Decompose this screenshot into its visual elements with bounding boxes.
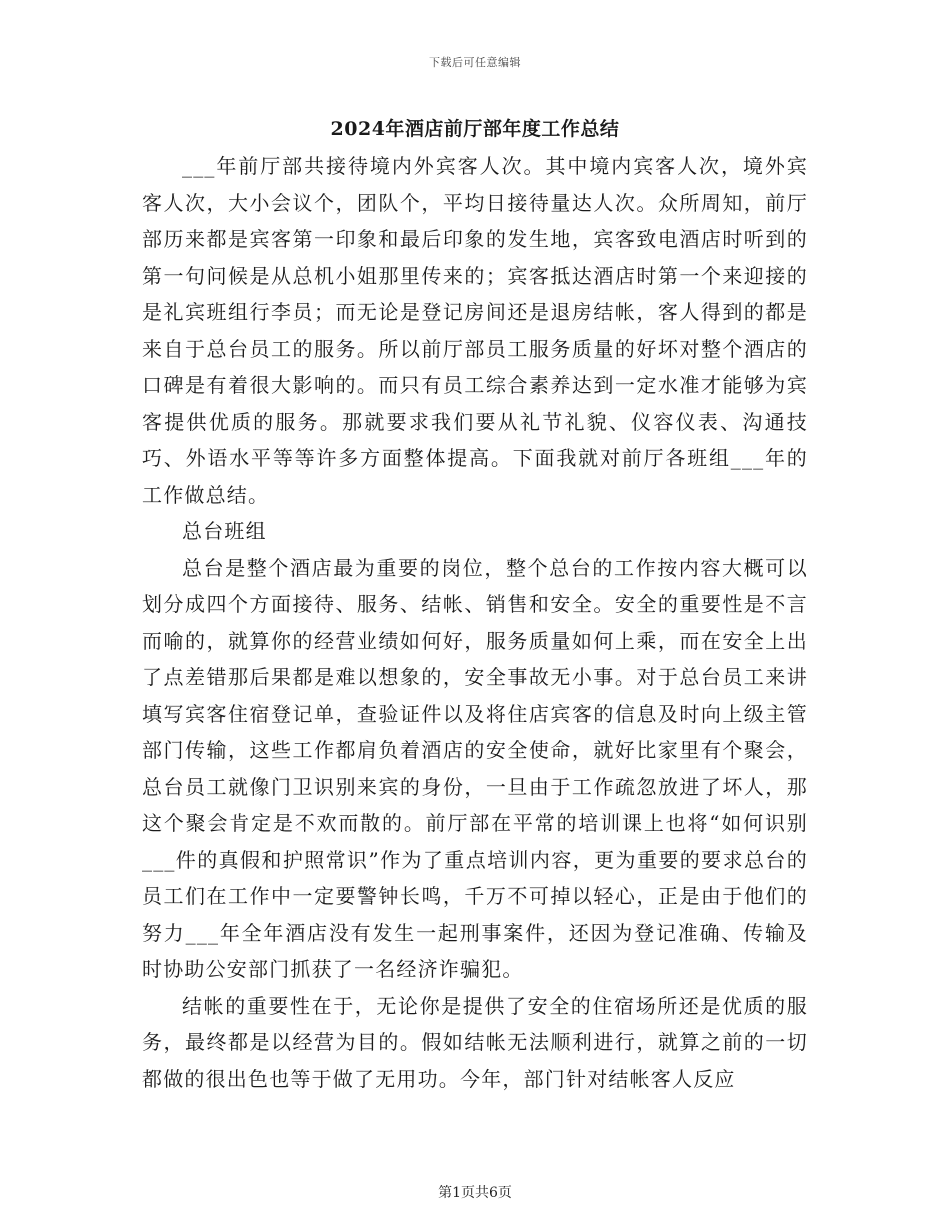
page-number: 第1页共6页 — [438, 1185, 512, 1201]
paragraph-intro: ___年前厅部共接待境内外宾客人次。其中境内宾客人次，境外宾客人次，大小会议个，团队个，平均日接待量达人次。众所周知，前厅部历来都是宾客第一印象和最后印象的发生地，宾客致电酒店时听到的第一句问候是从总机小姐那里传来的；宾客抵达酒店时第一个来迎接的是礼宾班组行李员；而无论是登记房间还是退房结帐，客人得到的都是来自于总台员工的服务。所以前厅部员工服务质量的好坏对整个酒店的口碑是有着很大影响的。而只有员工综合素养达到一定水准才能够为宾客提供优质的服务。那就要求我们要从礼节礼貌、仪容仪表、沟通技巧、外语水平等等许多方面整体提高。下面我就对前厅各班组___年的工作做总结。 — [142, 154, 808, 507]
document-title: 2024年酒店前厅部年度工作总结 — [330, 118, 620, 140]
section-heading-front-desk: 总台班组 — [182, 519, 267, 543]
document-body — [142, 148, 808, 1097]
page-header-note: 下载后可任意编辑 — [429, 56, 521, 69]
paragraph-front-desk: 总台是整个酒店最为重要的岗位，整个总台的工作按内容大概可以划分成四个方面接待、服务、结帐、销售和安全。安全的重要性是不言而喻的，就算你的经营业绩如何好，服务质量如何上乘，而在安全上出了点差错那后果都是难以想象的，安全事故无小事。对于总台员工来讲填写宾客住宿登记单，查验证件以及将住店宾客的信息及时向上级主管部门传输，这些工作都肩负着酒店的安全使命，就好比家里有个聚会，总台员工就像门卫识别来宾的身份，一旦由于工作疏忽放进了坏人，那这个聚会肯定是不欢而散的。前厅部在平常的培训课上也将“如何识别___件的真假和护照常识”作为了重点培训内容，更为重要的要求总台的员工们在工作中一定要警钟长鸣，千万不可掉以轻心，正是由于他们的努力___年全年酒店没有发生一起刑事案件，还因为登记准确、传输及时协助公安部门抓获了一名经济诈骗犯。 — [142, 555, 808, 981]
paragraph-checkout: 结帐的重要性在于，无论你是提供了安全的住宿场所还是优质的服务，最终都是以经营为目的。假如结帐无法顺利进行，就算之前的一切都做的很出色也等于做了无用功。今年，部门针对结帐客人反应 — [142, 993, 808, 1091]
